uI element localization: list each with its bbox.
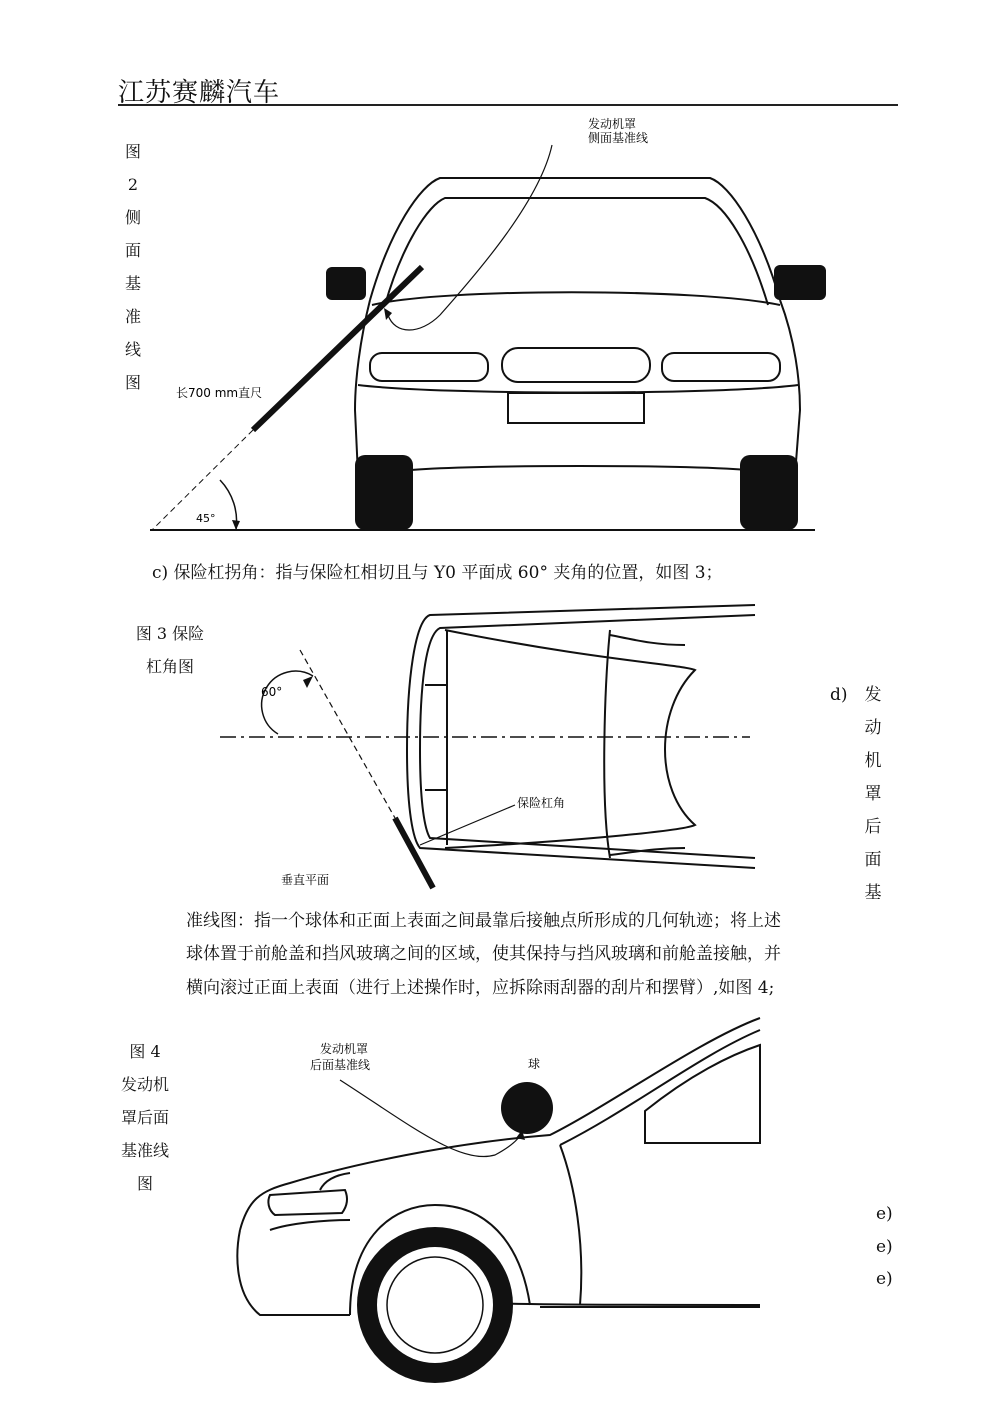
item-d-vertical-text: 发 动 机 罩 后 面 基 xyxy=(864,685,882,903)
figure-2-hood-label-2: 侧面基准线 xyxy=(588,131,649,145)
figure-2-angle-label: 45° xyxy=(196,512,216,525)
figure-3-caption-line-1: 图 3 保险 xyxy=(135,624,205,643)
item-e-marker-1: e) xyxy=(876,1204,893,1224)
figure-3-corner-label: 保险杠角 xyxy=(517,796,566,810)
figure-4-side-view-drawing xyxy=(230,1015,765,1385)
figure-4-ball-label: 球 xyxy=(528,1057,541,1071)
figure-2-ruler-label: 长700 mm直尺 xyxy=(176,386,263,400)
figure-3-caption-line-2: 杠角图 xyxy=(145,657,194,676)
item-d-line-2: 球体置于前舱盖和挡风玻璃之间的区域，使其保持与挡风玻璃和前舱盖接触，并 xyxy=(186,944,781,964)
figure-4-label-2: 后面基准线 xyxy=(310,1058,371,1072)
figure-3-top-view-drawing xyxy=(215,600,760,895)
item-e-marker-3: e) xyxy=(876,1269,893,1289)
figure-4-label-1: 发动机罩 xyxy=(320,1042,369,1056)
header-divider xyxy=(118,104,898,106)
item-d-line-3: 横向滚过正面上表面（进行上述操作时，应拆除雨刮器的刮片和摆臂）,如图 4; xyxy=(186,978,775,998)
item-d-line-1: 准线图：指一个球体和正面上表面之间最靠后接触点所形成的几何轨迹；将上述 xyxy=(186,911,781,931)
item-d-marker: d) xyxy=(830,685,848,705)
figure-3-vertical-plane-label: 垂直平面 xyxy=(281,873,330,887)
item-c-text: c) 保险杠拐角：指与保险杠相切且与 Y0 平面成 60° 夹角的位置，如图 3； xyxy=(152,563,723,583)
document-header-title: 江苏赛麟汽车 xyxy=(118,78,281,108)
figure-4-caption: 图 4 发动机 罩后面 基准线 图 xyxy=(120,1042,169,1193)
figure-2-caption: 图 2 侧 面 基 准 线 图 xyxy=(124,142,141,392)
figure-2-front-view-drawing xyxy=(140,110,830,540)
item-e-marker-2: e) xyxy=(876,1237,893,1257)
figure-2-hood-label-1: 发动机罩 xyxy=(588,117,637,131)
figure-3-angle-label: 60° xyxy=(261,685,283,699)
